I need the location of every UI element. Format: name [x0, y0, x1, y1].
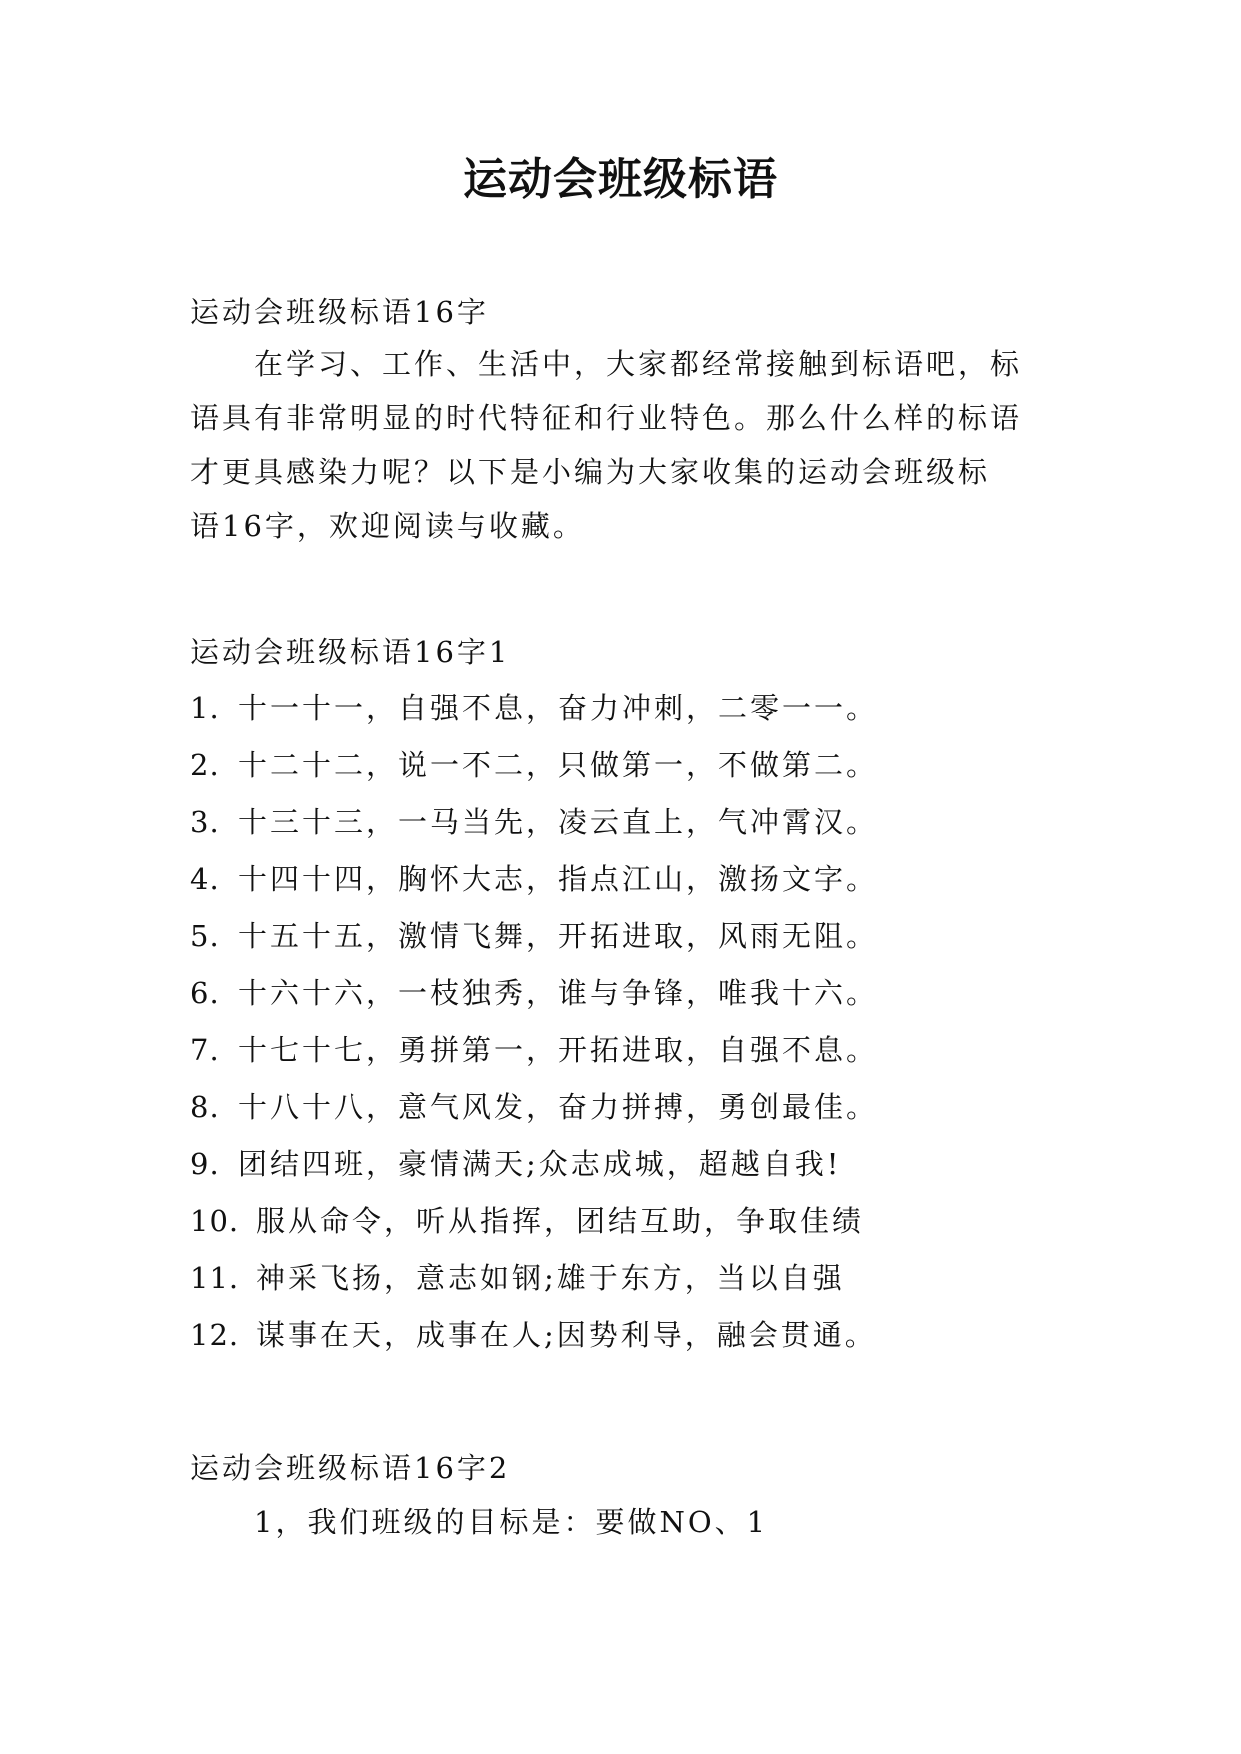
- list-item-text: 谋事在天，成事在人;因势利导，融会贯通。: [256, 1318, 877, 1352]
- list-item: [190, 1258, 845, 1298]
- list-item-number: 2.: [190, 748, 220, 782]
- list-item: [190, 973, 878, 1013]
- list-item: [190, 1201, 864, 1241]
- part1-heading: 运动会班级标语16字1: [190, 635, 511, 669]
- list-item: [190, 859, 878, 899]
- list-item-number: 8.: [190, 1090, 220, 1124]
- list-item-number: 11.: [190, 1261, 240, 1295]
- list-item-number: 3.: [190, 805, 220, 839]
- list-item-number: 9.: [190, 1147, 220, 1181]
- list-item: [190, 802, 878, 842]
- list-item: [190, 1087, 878, 1127]
- list-item-text: 神采飞扬，意志如钢;雄于东方，当以自强: [256, 1261, 845, 1295]
- intro-line-2: 语具有非常明显的时代特征和行业特色。那么什么样的标语: [190, 401, 1023, 435]
- list-item-text: 十六十六，一枝独秀，谁与争锋，唯我十六。: [238, 976, 879, 1010]
- intro-line-3: 才更具感染力呢？以下是小编为大家收集的运动会班级标: [190, 455, 991, 489]
- list-item-number: 4.: [190, 862, 220, 896]
- list-item-text: 十三十三，一马当先，凌云直上，气冲霄汉。: [238, 805, 879, 839]
- list-item: [190, 1030, 878, 1070]
- list-item-text: 服从命令，听从指挥，团结互助，争取佳绩: [256, 1204, 865, 1238]
- section-heading: 运动会班级标语16字: [190, 295, 489, 329]
- list-item-text: 十五十五，激情飞舞，开拓进取，风雨无阻。: [238, 919, 879, 953]
- list-item-text: 十一十一，自强不息，奋力冲刺，二零一一。: [238, 691, 879, 725]
- list-item-number: 10.: [190, 1204, 240, 1238]
- list-item: [190, 1144, 841, 1184]
- list-item-number: 7.: [190, 1033, 220, 1067]
- list-item-number: 5.: [190, 919, 220, 953]
- list-item-text: 十七十七，勇拼第一，开拓进取，自强不息。: [238, 1033, 879, 1067]
- list-item-number: 6.: [190, 976, 220, 1010]
- list-item: [190, 1315, 877, 1355]
- document-title: 运动会班级标语: [463, 154, 778, 205]
- list-item-text: 十四十四，胸怀大志，指点江山，激扬文字。: [238, 862, 879, 896]
- part2-first-line: 1，我们班级的目标是：要做NO、1: [254, 1505, 769, 1539]
- list-item-number: 1.: [190, 691, 220, 725]
- list-item-number: 12.: [190, 1318, 240, 1352]
- part2-heading: 运动会班级标语16字2: [190, 1451, 511, 1485]
- intro-line-4: 语16字，欢迎阅读与收藏。: [190, 509, 585, 543]
- list-item-text: 团结四班，豪情满天;众志成城，超越自我!: [238, 1147, 842, 1181]
- list-item: [190, 688, 878, 728]
- list-item: [190, 745, 878, 785]
- list-item-text: 十二十二，说一不二，只做第一，不做第二。: [238, 748, 879, 782]
- list-item: [190, 916, 878, 956]
- list-item-text: 十八十八，意气风发，奋力拼搏，勇创最佳。: [238, 1090, 879, 1124]
- intro-line-1: 在学习、工作、生活中，大家都经常接触到标语吧，标: [254, 347, 1023, 381]
